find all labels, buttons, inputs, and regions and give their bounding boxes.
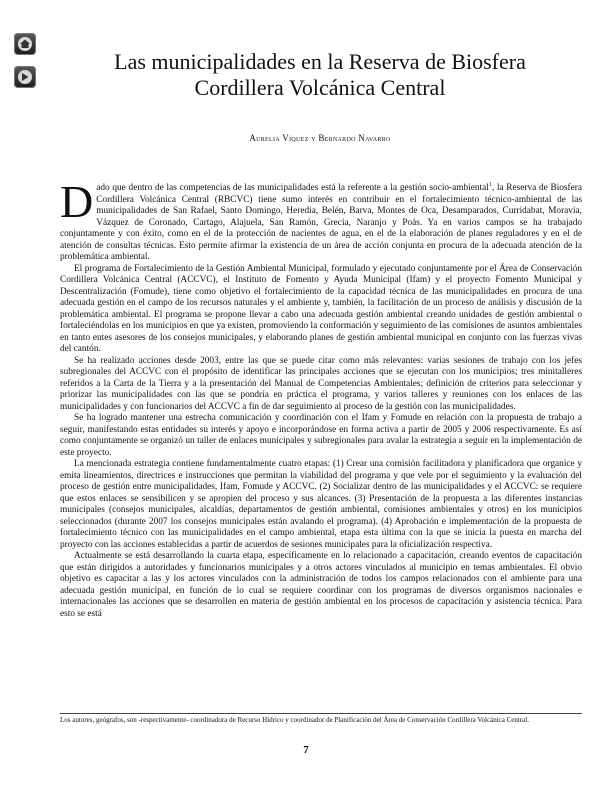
page-number: 7 [303, 744, 309, 756]
authors: Aurelia Víquez y Bernardo Navarro [249, 133, 391, 143]
paragraph-5: La mencionada estrategia contiene fundamentalmente cuatro etapas: (1) Crear una comisión facilitadora y planificadora que organice y emita lineamientos, directrices e instrucciones que permitan la viabilidad del programa y que vele por el seguimiento y la evaluación del proceso de gestión entre municipalidades, Ifam, Fomude y ACCVC. (2) Socializar dentro de las municipalidades y el ACCVC: se requiere que estos enlaces se sensibilicen y se apropien del proceso y sus alcances. (3) Presentación de la propuesta a las diferentes instancias municipales (consejos municipales, alcaldías, departamentos de gestión ambiental, comisiones ambientales y otros) en los municipios seleccionados (durante 2007 los consejos municipales están avalando el programa). (4) Aprobación e implementación de la propuesta de fortalecimiento técnico con las municipalidades en el campo ambiental, etapa esta última con la que se inicia la puesta en marcha del proyecto con las acciones establecidas a partir de acuerdos de sesiones municipales para la oficialización respectiva. [60, 459, 582, 550]
home-icon [17, 36, 33, 52]
footnote: Los autores, geógrafos, son -respectivamente- coordinadora de Recurso Hídrico y coordinador de Planificación del Área de Conservación Cordillera Volcánica Central. [60, 716, 529, 724]
page-title [60, 49, 580, 101]
footnote-ref[interactable]: 1 [488, 182, 492, 188]
home-button[interactable] [14, 33, 36, 55]
paragraph-1-start: ado que dentro de las competencias de las municipalidades está la referente a la gestión socio-ambiental [96, 183, 489, 194]
paragraph-3: Se ha realizado acciones desde 2003, entre las que se puede citar como más relevantes: varias sesiones de trabajo con los jefes subregionales del ACCVC con el propósito de identificar las principales acciones que se ejecutan con los municipios; tres minitalleres referidos a la Carta de la Tierra y a la presentación del Manual de Competencias Ambientales; definición de criterios para seleccionar y priorizar las municipalidades con las que se pondría en práctica el programa, y varios talleres y reuniones con los enlaces de las municipalidades y con funcionarios del ACCVC a fin de dar seguimiento al proceso de la gestión con las municipalidades. [60, 355, 582, 412]
paragraph-4: Se ha logrado mantener una estrecha comunicación y coordinación con el Ifam y Fomude en relación con la propuesta de trabajo a seguir, manifestando estas entidades su interés y apoyo e incorporándose en forma activa a partir de 2005 y 2006 respectivamente. Es así como conjuntamente se organizó un taller de enlaces municipales y subregionales para avalar la estrategia a seguir en la implementación de este proyecto. [60, 413, 582, 458]
title-line-1: Las municipalidades en la Reserva de Biosfera [114, 49, 526, 74]
title-line-2: Cordillera Volcánica Central [194, 75, 446, 100]
paragraph-1 [60, 176, 582, 264]
next-page-button[interactable] [14, 66, 36, 88]
footnote-divider [60, 713, 582, 714]
next-arrow-icon [17, 69, 33, 85]
article-body [60, 176, 582, 620]
paragraph-6: Actualmente se está desarrollando la cuarta etapa, específicamente en lo relacionado a capacitación, creando eventos de capacitación que están dirigidos a autoridades y funcionarios municipales y a otros actores vinculados al municipio en temas ambientales. El obvio objetivo es capacitar a las y los actores vinculados con la administración de todos los campos relacionados con el ambiente para una adecuada gestión municipal, en función de lo cual se requiere coordinar con los programas de diversos organismos nacionales e internacionales las acciones que se desarrollen en materia de gestión ambiental en los procesos de capacitación y asistencia técnica. Para esto se está [60, 551, 582, 619]
drop-cap: D [60, 176, 94, 227]
paragraph-2: El programa de Fortalecimiento de la Gestión Ambiental Municipal, formulado y ejecutado conjuntamente por el Área de Conservación Cordillera Volcánica Central (ACCVC), el Instituto de Fomento y Ayuda Municipal (Ifam) y el proyecto Fomento Municipal y Descentralización (Fomude), tiene como objetivo el fortalecimiento de la capacidad técnica de las municipalidades en procura de una adecuada gestión en el campo de los recursos naturales y el ambiente y, también, la facilitación de un proceso de análisis y discusión de la problemática ambiental. El programa se propone llevar a cabo una adecuada gestión ambiental creando unidades de gestión ambiental o fortaleciéndolas en los municipios en que ya existen, promoviendo la conformación y seguimiento de las comisiones de asuntos ambientales en tanto entes asesores de los consejos municipales, y elaborando planes de gestión ambiental municipal en conjunto con las fuerzas vivas del cantón. [60, 263, 582, 355]
paragraph-1-rest: , la Reserva de Biosfera Cordillera Volcánica Central (RBCVC) tiene sumo interés en contribuir en el fortalecimiento técnico-ambiental de las municipalidades de San Rafael, Santo Domingo, Heredia, Belén, Barva, Montes de Oca, Desamparados, Curridabat, Moravia, Vázquez de Coronado, Cartago, Alajuela, San Ramón, Grecia, Naranjo y Poás. Ya en varios campos se ha trabajado conjuntamente y con éxito, como en el de la protección de nacientes de agua, en el de la elaboración de planes reguladores y en el de atención de consultas técnicas. Esto permite afirmar la existencia de un área de acción conjunta en procura de la adecuada atención de la problemática ambiental. [60, 183, 582, 263]
